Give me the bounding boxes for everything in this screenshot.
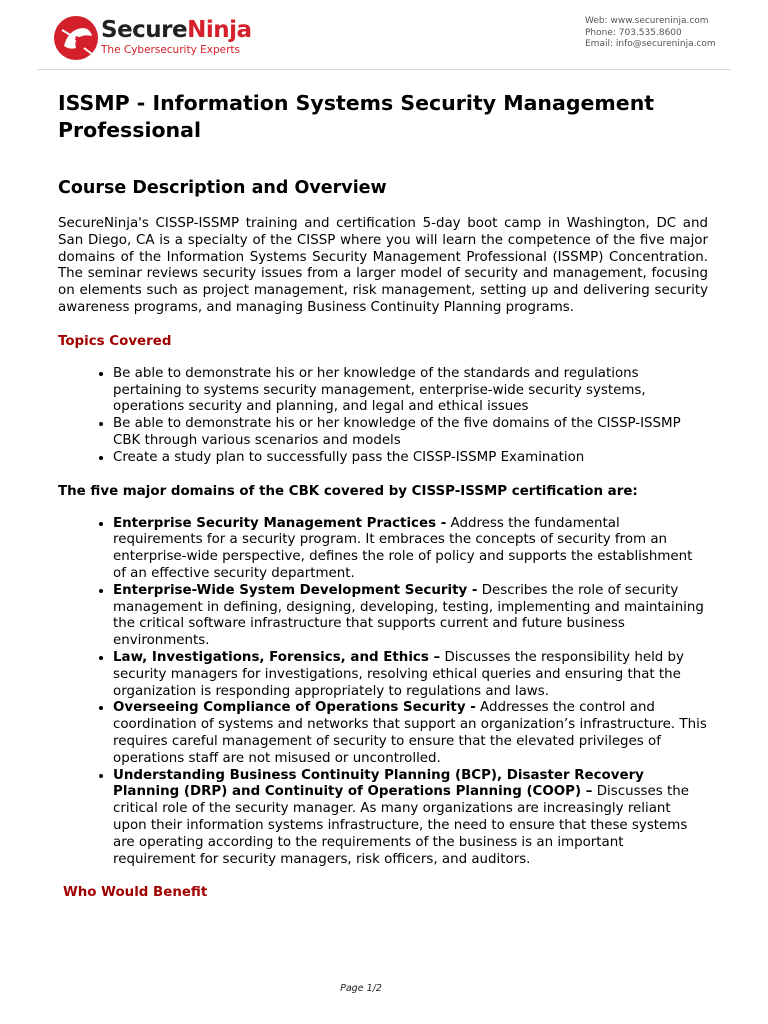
domain-description: Addresses the control and coordination of systems and networks that support an organization’s infrastructure. This requires careful management of security to ensure that the elevated privileges of operations staff are not misused or uncontrolled. [113,700,707,766]
domain-description: Discusses the responsibility held by security managers for investigations, resolving ethical queries and ensuring that the organization is responding appropriately to regulations and laws. [113,649,684,699]
page-number: Page 1/2 [340,983,382,994]
brand-tagline: The Cybersecurity Experts [101,44,240,56]
topics-heading: Topics Covered [58,333,172,349]
document-body [58,90,708,901]
contact-email: Email: info@secureninja.com [585,39,716,49]
list-item [113,700,708,767]
list-item [113,583,708,650]
domain-term: Enterprise-Wide System Development Security - [113,582,478,598]
intro-paragraph: SecureNinja's CISSP-ISSMP training and certification 5-day boot camp in Washington, DC and San Diego, CA is a specialty of the CISSP where you will learn the competence of the five major domains of the Information Systems Security Management Professional (ISSMP) Concentration. The seminar reviews security issues from a larger model of security and management, focusing on elements such as project management, risk management, setting up and delivering security awareness programs, and managing Business Continuity Planning programs. [58,216,708,315]
list-item: • Be able to demonstrate his or her knowledge of the five domains of the CISSP-ISSMP CBK through various scenarios and models [113,416,708,450]
list-item [113,516,708,583]
list-item [113,650,708,700]
domain-term: Overseeing Compliance of Operations Security - [113,700,476,716]
contact-info [585,16,716,51]
list-item: • Create a study plan to successfully pass the CISSP-ISSMP Examination [113,450,708,467]
domains-heading: The five major domains of the CBK covered by CISSP-ISSMP certification are: [58,483,638,499]
contact-web: Web: www.secureninja.com [585,16,709,26]
domains-list [58,516,708,869]
section-heading: Course Description and Overview [58,178,387,198]
domain-description: Describes the role of security management in defining, designing, developing, testing, implementing and maintaining the critical software infrastructure that supports current and future business environments. [113,582,704,649]
domain-term: Understanding Business Continuity Planning (BCP), Disaster Recovery Planning (DRP) and Continuity of Operations Planning (COOP) – [113,767,644,800]
domain-term: Law, Investigations, Forensics, and Ethics – [113,649,441,665]
secureninja-logo [54,16,254,60]
list-item [113,768,708,869]
domain-description: Address the fundamental requirements for a security program. It embraces the concepts of security from an enterprise-wide perspective, defines the role of policy and supports the establishment of an effective security department. [113,515,693,581]
topics-list [58,366,708,467]
header-divider [37,69,731,70]
contact-phone: Phone: 703.535.8600 [585,27,682,38]
brand-name: SecureNinja [101,17,252,43]
page-header [0,0,768,70]
domain-description: Discusses the critical role of the security manager. As many organizations are increasingly reliant upon their information systems infrastructure, the need to ensure that these systems are operating according to the requirements of the business is an important requirement for security managers, risk officers, and auditors. [113,784,689,867]
document-title: ISSMP - Information Systems Security Management Professional [58,91,655,142]
ninja-icon [54,16,98,60]
benefit-heading: Who Would Benefit [63,885,208,901]
list-item: • Be able to demonstrate his or her knowledge of the standards and regulations pertaining to systems security management, enterprise-wide security systems, operations security and planning, and legal and ethical issues [113,366,708,416]
domain-term: Enterprise Security Management Practices - [113,515,447,531]
